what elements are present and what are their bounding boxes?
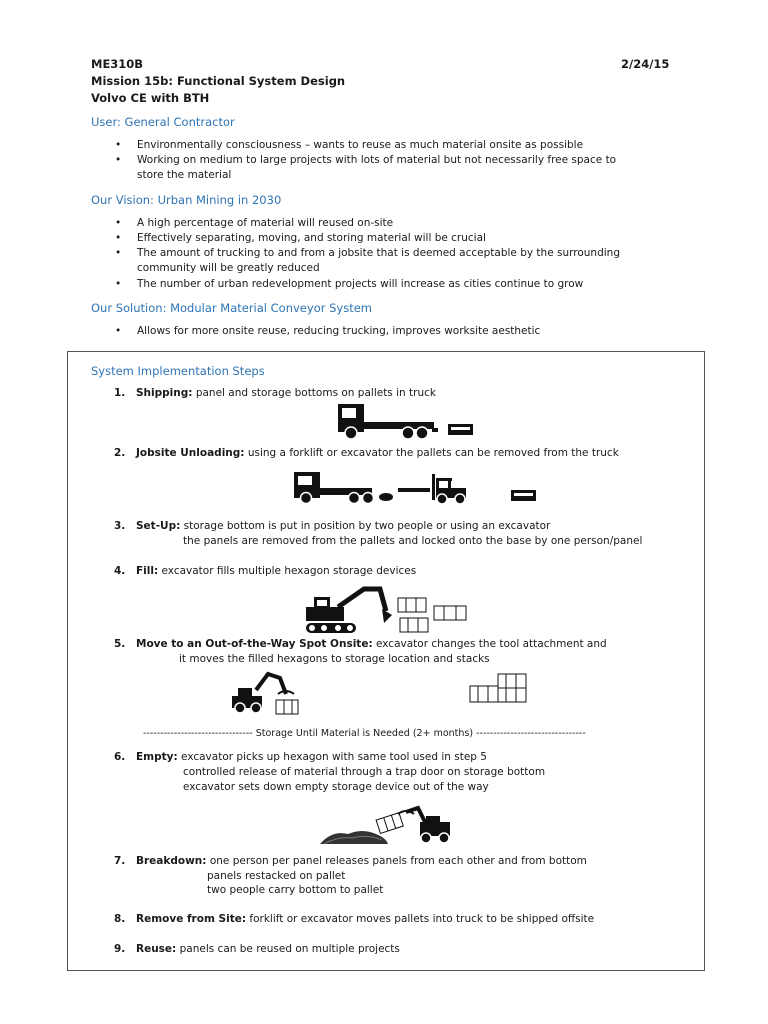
document-date: 2/24/15 [621, 57, 670, 71]
step-3-line-2: the panels are removed from the pallets and locked onto the base by one person/panel [183, 535, 643, 547]
step-7-line-3: two people carry bottom to pallet [207, 884, 384, 896]
step-4: 4. Fill: excavator fills multiple hexagon storage devices [114, 565, 417, 577]
section-heading-user: User: General Contractor [91, 115, 235, 129]
list-item-continued: community will be greatly reduced [137, 262, 320, 274]
step-9: 9. Reuse: panels can be reused on multiple projects [114, 943, 400, 955]
step-6-line-3: excavator sets down empty storage device out of the way [183, 781, 489, 793]
hexagon-storage-icon [396, 596, 471, 636]
step-1: 1. Shipping: panel and storage bottoms on pallets in truck [114, 387, 436, 399]
list-item: • The number of urban redevelopment projects will increase as cities continue to grow [115, 278, 584, 290]
excavator-icon [302, 585, 394, 637]
step-7-line-2: panels restacked on pallet [207, 870, 346, 882]
list-item: • Effectively separating, moving, and storing material will be crucial [115, 232, 486, 244]
document-subtitle: Volvo CE with BTH [91, 91, 210, 105]
truck-icon [292, 470, 398, 504]
list-item: • A high percentage of material will reused on-site [115, 217, 394, 229]
excavator-icon [372, 806, 456, 848]
step-2: 2. Jobsite Unloading: using a forklift or excavator the pallets can be removed from the truck [114, 447, 619, 459]
step-3: 3. Set-Up: storage bottom is put in position by two people or using an excavator [114, 520, 551, 532]
step-6: 6. Empty: excavator picks up hexagon with same tool used in step 5 [114, 751, 487, 763]
step-6-line-2: controlled release of material through a trap door on storage bottom [183, 766, 546, 778]
pallet-icon [510, 489, 538, 503]
storage-divider: -------------------------------- Storage Until Material is Needed (2+ months) -------------------------------- [143, 728, 586, 739]
step-5-line-2: it moves the filled hexagons to storage location and stacks [179, 653, 490, 665]
hexagon-storage-icon [468, 672, 532, 706]
section-heading-vision: Our Vision: Urban Mining in 2030 [91, 193, 282, 207]
step-8: 8. Remove from Site: forklift or excavator moves pallets into truck to be shipped offsite [114, 913, 595, 925]
list-item: • Environmentally consciousness – wants to reuse as much material onsite as possible [115, 139, 584, 151]
forklift-icon [396, 472, 471, 506]
step-7: 7. Breakdown: one person per panel releases panels from each other and from bottom [114, 855, 587, 867]
list-item-continued: store the material [137, 169, 232, 181]
list-item: • The amount of trucking to and from a jobsite that is deemed acceptable by the surrounding [115, 247, 620, 259]
course-code: ME310B [91, 57, 144, 71]
pallet-icon [447, 423, 475, 437]
step-5: 5. Move to an Out-of-the-Way Spot Onsite: excavator changes the tool attachment and [114, 638, 607, 650]
document-title: Mission 15b: Functional System Design [91, 74, 346, 88]
section-heading-solution: Our Solution: Modular Material Conveyor System [91, 301, 372, 315]
list-item: • Allows for more onsite reuse, reducing trucking, improves worksite aesthetic [115, 325, 541, 337]
excavator-icon [230, 670, 302, 716]
section-heading-steps: System Implementation Steps [91, 364, 265, 378]
list-item: • Working on medium to large projects with lots of material but not necessarily free space to [115, 154, 617, 166]
